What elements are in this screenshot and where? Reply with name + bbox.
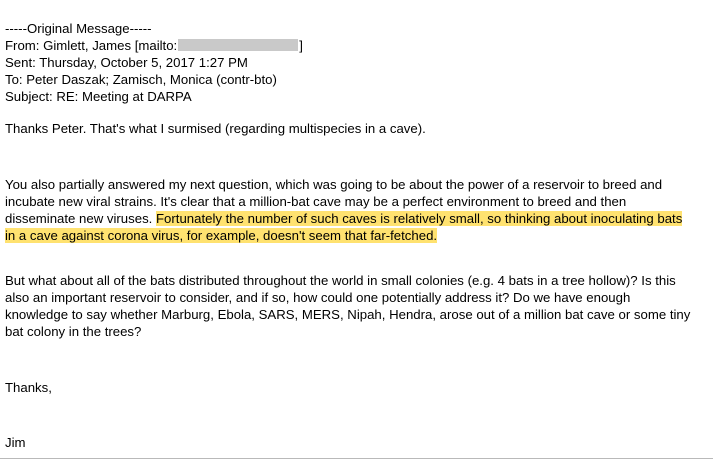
- from-label: From:: [5, 38, 40, 53]
- signature-name: Jim: [5, 435, 26, 450]
- sent-value: Thursday, October 5, 2017 1:27 PM: [39, 55, 248, 70]
- email-header: [5, 20, 705, 105]
- body-paragraph-2-container: [5, 176, 695, 244]
- redaction-block: [178, 39, 298, 51]
- sent-label: Sent:: [5, 55, 36, 70]
- body-paragraph-2: [5, 176, 695, 244]
- signoff-thanks: Thanks,: [5, 380, 52, 395]
- body-paragraph-1: Thanks Peter. That's what I surmised (regarding multispecies in a cave).: [5, 121, 426, 136]
- from-bracket-close: ]: [299, 38, 303, 53]
- to-value: Peter Daszak; Zamisch, Monica (contr-bto): [26, 72, 277, 87]
- body-paragraph-1-container: [5, 120, 695, 137]
- body-paragraph-3-container: [5, 272, 695, 340]
- original-message-separator: -----Original Message-----: [5, 21, 152, 36]
- subject-label: Subject:: [5, 89, 53, 104]
- from-value: Gimlett, James [mailto:: [43, 38, 178, 53]
- header-from-line: [5, 37, 705, 54]
- signature-container: [5, 434, 695, 451]
- signoff-container: [5, 379, 695, 396]
- subject-value: RE: Meeting at DARPA: [56, 89, 192, 104]
- header-sent-line: [5, 54, 705, 71]
- header-to-line: [5, 71, 705, 88]
- highlighted-sentence: Fortunately the number of such caves is relatively small, so thinking about inoculating bats in a cave against corona virus, for example, doesn't seem that far-fetched.: [5, 211, 683, 243]
- paragraph-2-text: You also partially answered my next question, which was going to be about the power of a reservoir to breed and incubate new viral strains. It's clear that a million-bat cave may be a perfect environment to breed and then disseminate new viruses.: [5, 177, 663, 226]
- to-label: To:: [5, 72, 23, 87]
- body-paragraph-3: But what about all of the bats distributed throughout the world in small colonies (e.g. 4 bats in a tree hollow)? Is this also an important reservoir to consider, and if so, how could one potentially address it? Do we have enough knowledge to say whether Marburg, Ebola, SARS, MERS, Nipah, Hendra, arose out of a million bat cave or some tiny bat colony in the trees?: [5, 273, 691, 339]
- header-subject-line: [5, 88, 705, 105]
